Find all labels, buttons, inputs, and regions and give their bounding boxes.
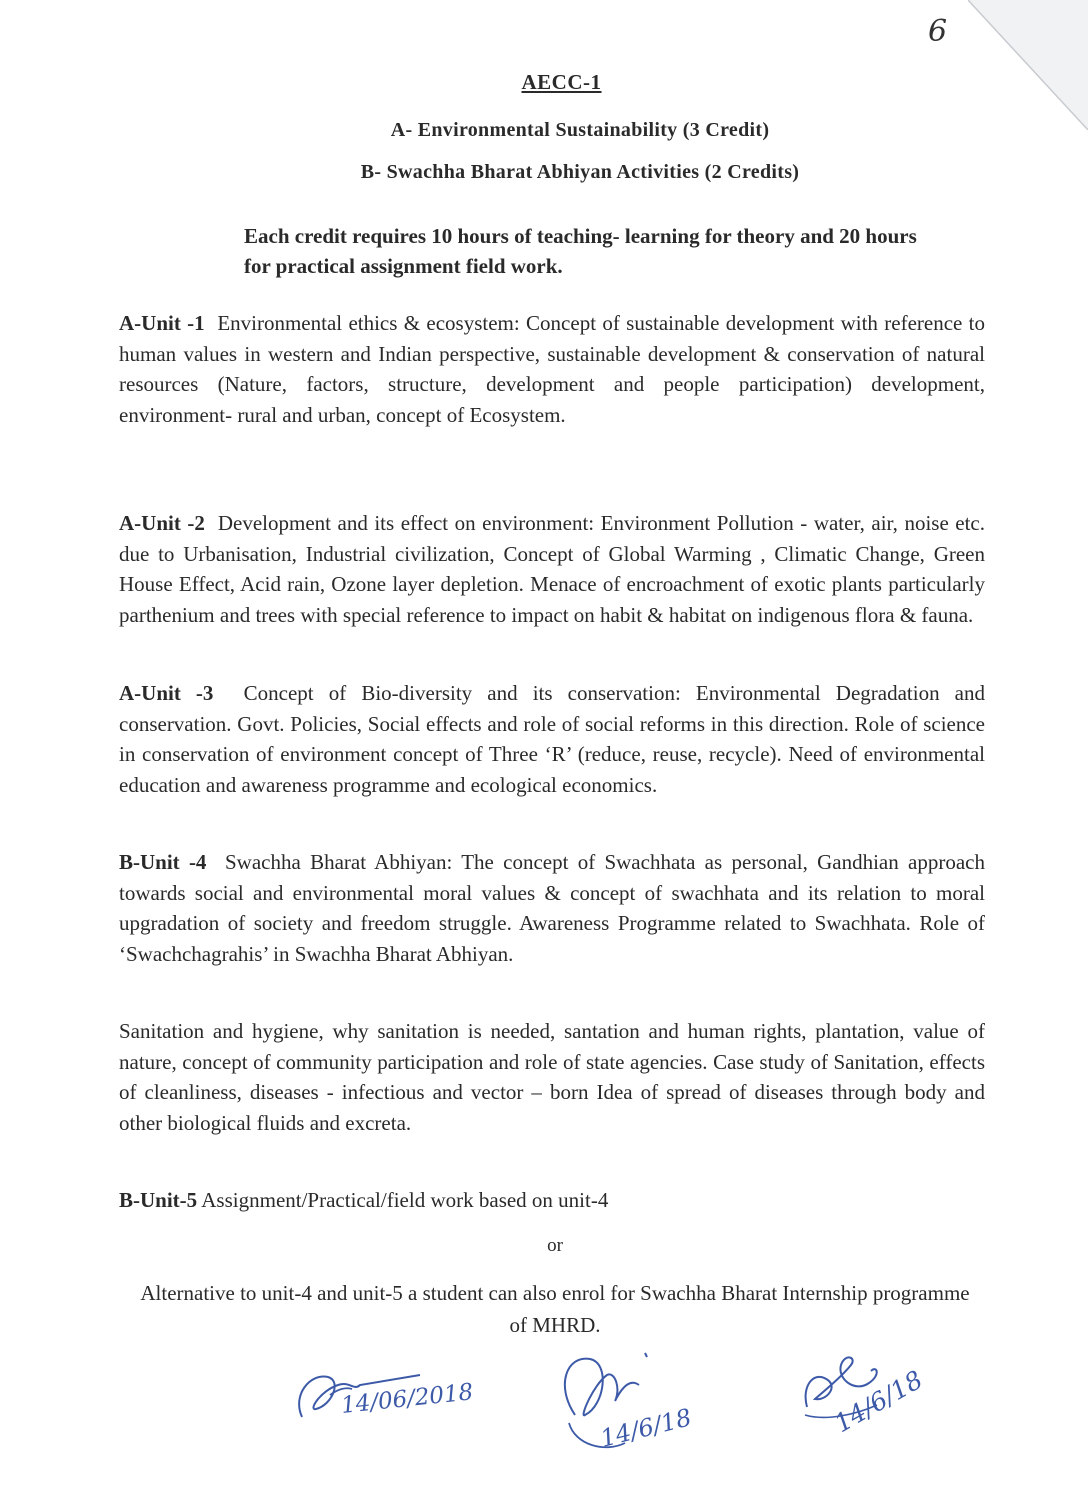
unit-text: Environmental ethics & ecosystem: Concept of sustainable development with reference to human values in western and Indian perspective, sustainable development & conservation of natural resources (Nature, factors, structure, development and people participation) development, environment- rural and urban, concept of Ecosystem.	[119, 311, 986, 428]
alternative-note: Alternative to unit-4 and unit-5 a student can also enrol for Swachha Bharat Internship programme of MHRD.	[140, 1281, 970, 1337]
unit-text: Development and its effect on environment: Environment Pollution - water, air, noise etc. due to Urbanisation, Industrial civilization, Concept of Global Warming , Climatic Change, Green House Effect, Acid rain, Ozone layer depletion. Menace of encroachment of exotic plants particularly parthenium and trees with special reference to impact on habit & habitat on indigenous flora & fauna.	[119, 511, 986, 628]
unit-a3-paragraph	[119, 678, 985, 801]
signature-1	[280, 1355, 500, 1445]
subtitle-environmental-sustainability: A- Environmental Sustainability (3 Credit)	[390, 119, 770, 141]
subtitle-swachha-bharat: B- Swachha Bharat Abhiyan Activities (2 Credits)	[360, 161, 800, 183]
page-fold-corner	[968, 0, 1088, 130]
sanitation-paragraph: Sanitation and hygiene, why sanitation is needed, santation and human rights, plantation, value of nature, concept of community participation and role of state agencies. Case study of Sanitation, effects of cleanliness, diseases - infectious and vector – born Idea of spread of diseases through body and other biological fluids and excreta.	[119, 1019, 985, 1136]
unit-a2-paragraph	[119, 508, 985, 631]
unit-label: A-Unit -1	[119, 311, 205, 335]
unit-b4-paragraph	[119, 847, 985, 970]
unit-label: B-Unit -4	[119, 850, 207, 874]
unit-text: Concept of Bio-diversity and its conservation: Environmental Degradation and conservation. Govt. Policies, Social effects and role of social reforms in this direction. Role of science in conservation of environment concept of Three ‘R’ (reduce, reuse, recycle). Need of environmental education and awareness programme and ecological economics.	[119, 681, 986, 798]
document-title-text: AECC-1	[521, 70, 602, 94]
unit-text: Swachha Bharat Abhiyan: The concept of Swachhata as personal, Gandhian approach towards social and environmental moral values & concept of swachhata and its relation to moral upgradation of society and freedom struggle. Awareness Programme related to Swachhata. Role of ‘Swachchagrahis’ in Swachha Bharat Abhiyan.	[119, 850, 985, 967]
signature-date: 14/06/2018	[339, 1379, 475, 1419]
signature-date: 14/6/18	[829, 1364, 928, 1439]
signature-2	[545, 1345, 745, 1470]
credit-requirement-note: Each credit requires 10 hours of teaching- learning for theory and 20 hours for practical assignment field work.	[244, 224, 917, 278]
or-separator: or	[547, 1235, 563, 1256]
document-title	[0, 70, 1088, 95]
unit-a1-paragraph	[119, 308, 985, 431]
signature-3	[785, 1335, 975, 1455]
unit-label: A-Unit -2	[119, 511, 205, 535]
unit-text: Assignment/Practical/field work based on unit-4	[201, 1188, 609, 1212]
page-number-mark: 6	[928, 14, 948, 49]
unit-label: A-Unit -3	[119, 681, 214, 705]
unit-b5-paragraph	[119, 1185, 985, 1216]
signature-date: 14/6/18	[597, 1403, 695, 1453]
unit-label: B-Unit-5	[119, 1188, 198, 1212]
